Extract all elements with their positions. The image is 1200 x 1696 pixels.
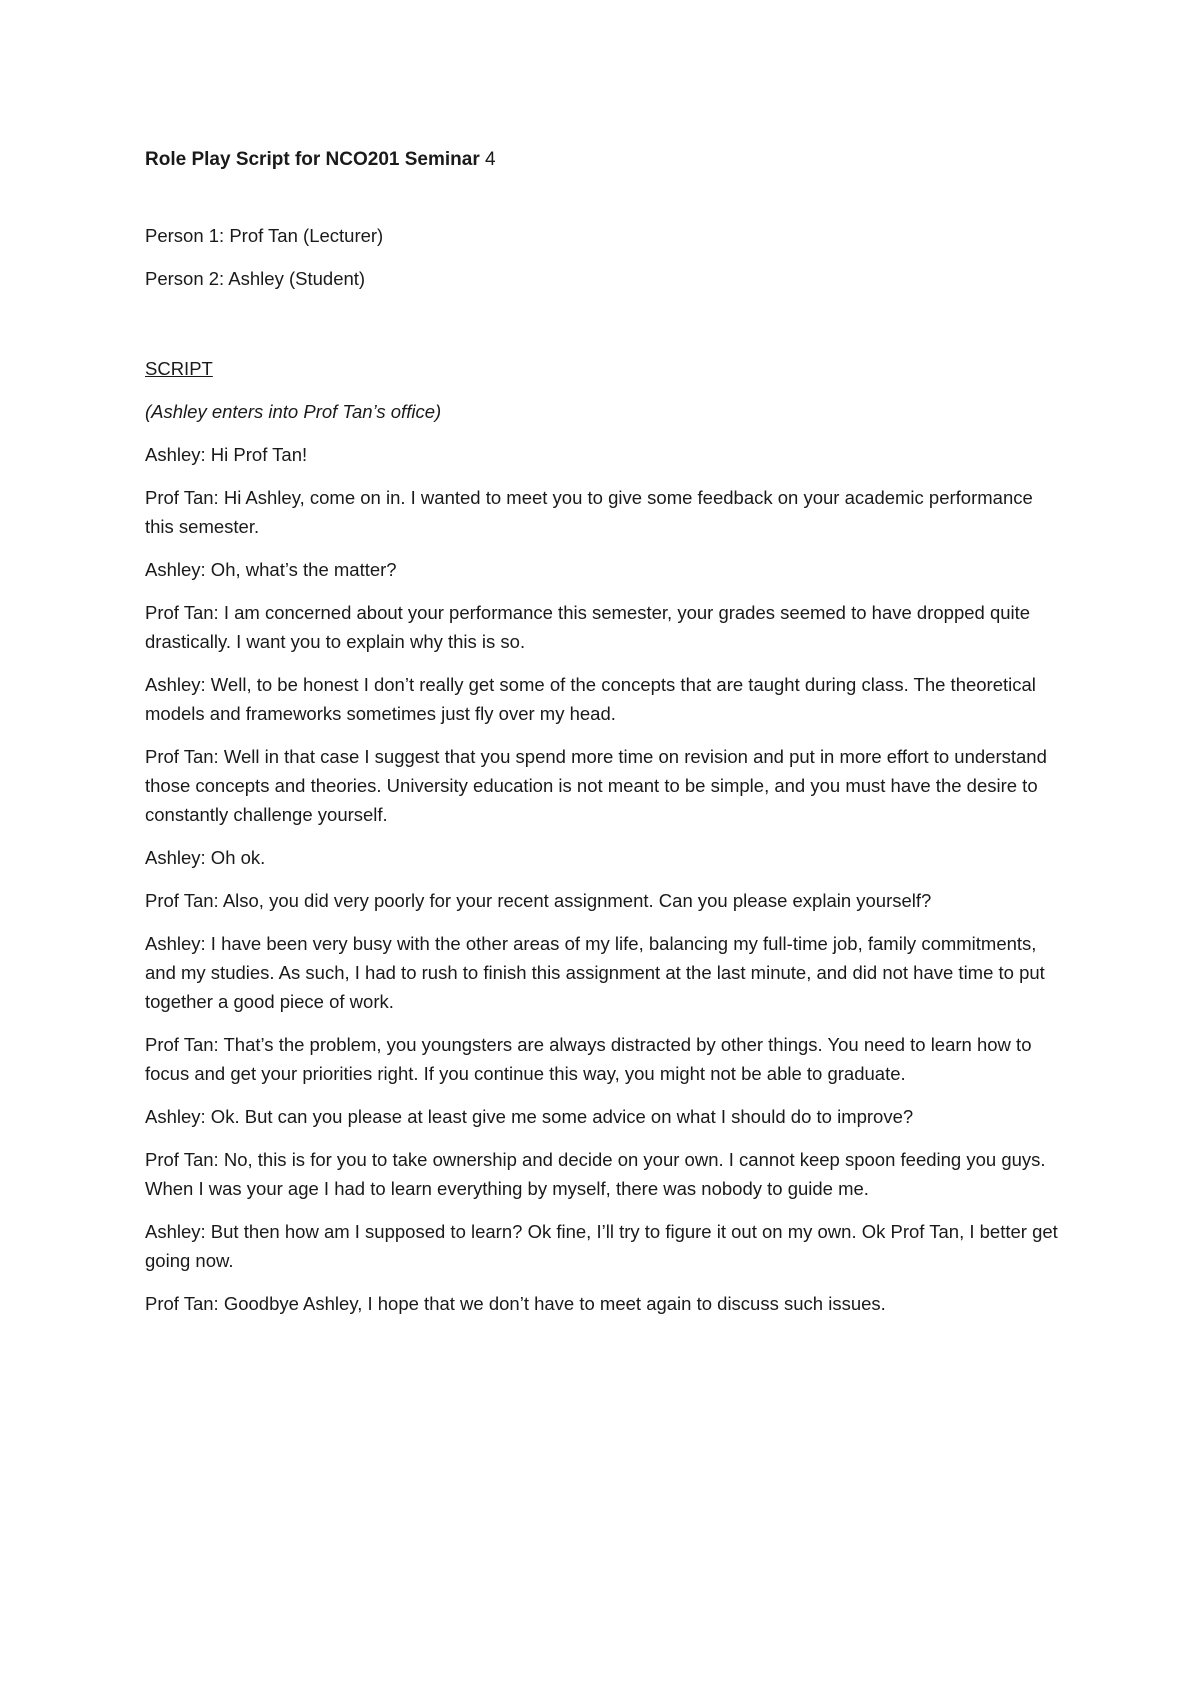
dialogue-line: Prof Tan: Goodbye Ashley, I hope that we don’t have to meet again to discuss such issues. bbox=[145, 1293, 886, 1314]
dialogue-line: Prof Tan: Also, you did very poorly for your recent assignment. Can you please explain yourself? bbox=[145, 890, 932, 911]
seminar-number: 4 bbox=[485, 149, 496, 170]
dialogue-line: Ashley: Ok. But can you please at least give me some advice on what I should do to improve? bbox=[145, 1106, 914, 1127]
document-title-text: Role Play Script for NCO201 Seminar bbox=[145, 149, 480, 170]
person-2: Person 2: Ashley (Student) bbox=[145, 268, 366, 289]
stage-direction: (Ashley enters into Prof Tan’s office) bbox=[145, 401, 442, 422]
dialogue-line: Prof Tan: I am concerned about your performance this semester, your grades seemed to have dropped quite drastically. I want you to explain why this is so. bbox=[145, 602, 1031, 652]
document-page bbox=[145, 145, 1065, 1318]
dialogue-line: Prof Tan: Hi Ashley, come on in. I wanted to meet you to give some feedback on your academic performance this semester. bbox=[145, 487, 1033, 537]
script-heading: SCRIPT bbox=[145, 358, 213, 379]
dialogue-line: Ashley: Well, to be honest I don’t really get some of the concepts that are taught during class. The theoretical models and frameworks sometimes just fly over my head. bbox=[145, 674, 1036, 724]
person-1: Person 1: Prof Tan (Lecturer) bbox=[145, 225, 384, 246]
dialogue-line: Ashley: Oh ok. bbox=[145, 847, 266, 868]
dialogue-line: Prof Tan: Well in that case I suggest that you spend more time on revision and put in more effort to understand those concepts and theories. University education is not meant to be simple, and you must have the desire to constantly challenge yourself. bbox=[145, 746, 1047, 825]
dialogue-line: Ashley: Oh, what’s the matter? bbox=[145, 559, 397, 580]
dialogue-line: Prof Tan: No, this is for you to take ownership and decide on your own. I cannot keep spoon feeding you guys. When I was your age I had to learn everything by myself, there was nobody to guide me. bbox=[145, 1149, 1046, 1199]
dialogue-line: Ashley: But then how am I supposed to learn? Ok fine, I’ll try to figure it out on my own. Ok Prof Tan, I better get going now. bbox=[145, 1221, 1058, 1271]
dialogue-line: Ashley: Hi Prof Tan! bbox=[145, 444, 308, 465]
document-title bbox=[145, 145, 1065, 174]
dialogue-line: Ashley: I have been very busy with the other areas of my life, balancing my full-time job, family commitments, and my studies. As such, I had to rush to finish this assignment at the last minute, and did not have time to put together a good piece of work. bbox=[145, 933, 1045, 1012]
dialogue-line: Prof Tan: That’s the problem, you youngsters are always distracted by other things. You need to learn how to focus and get your priorities right. If you continue this way, you might not be able to graduate. bbox=[145, 1034, 1032, 1084]
